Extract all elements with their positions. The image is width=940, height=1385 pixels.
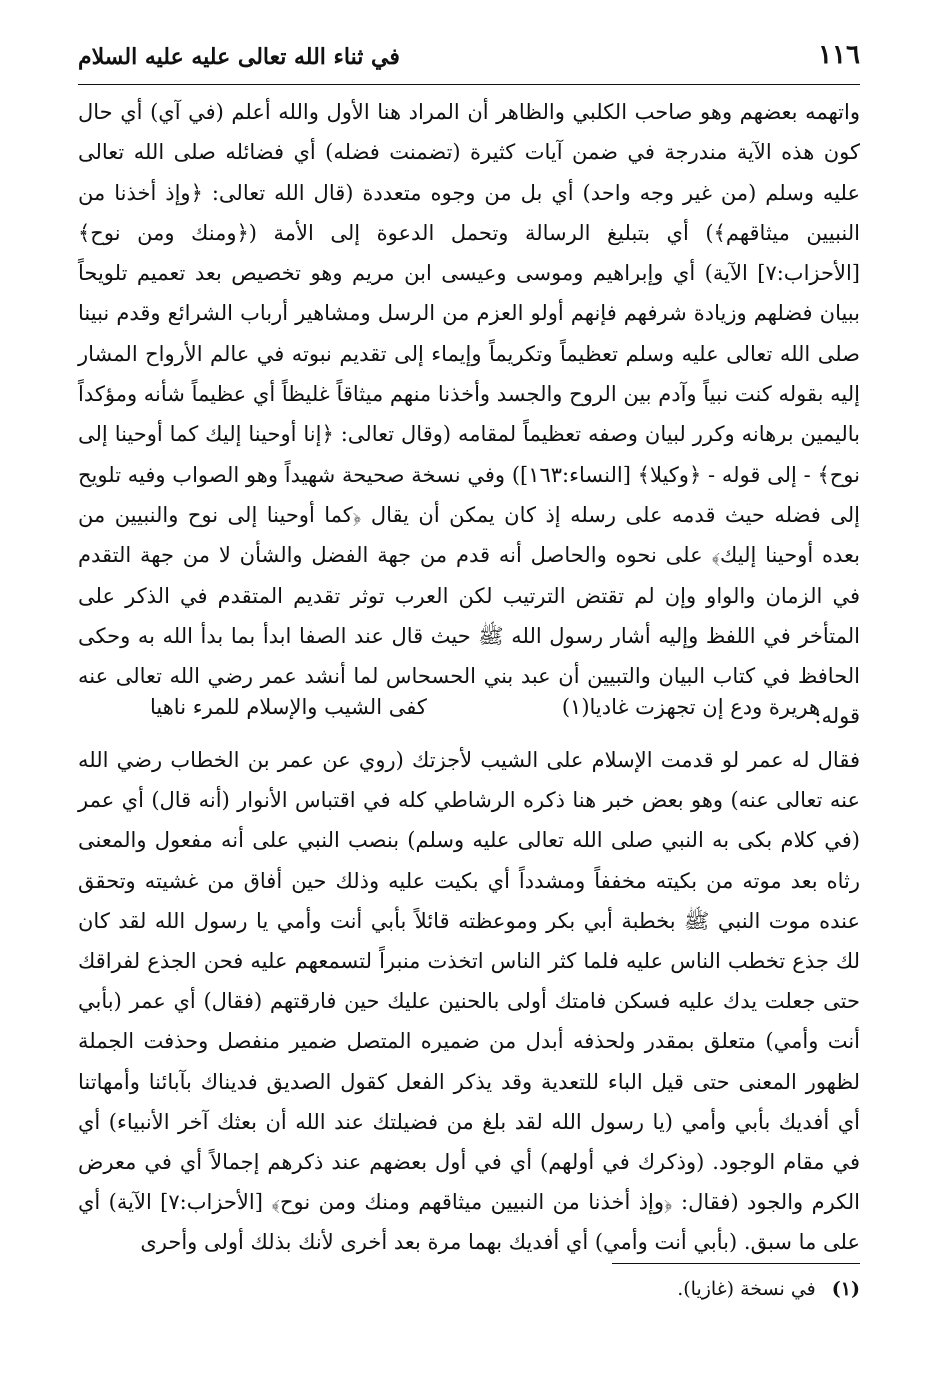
footnote xyxy=(677,1278,860,1300)
footnote-marker: (١) xyxy=(831,1278,860,1300)
page-header xyxy=(78,38,860,85)
poem-first-hemistich: هريرة ودع إن تجهزت غاديا(١) xyxy=(561,695,820,719)
paragraph-1: واتهمه بعضهم وهو صاحب الكلبي والظاهر أن المراد هنا الأول والله أعلم (في آي) أي حال كون هذه الآية مندرجة في ضمن آيات كثيرة (تضمنت فضله) أي فضائله صلى الله تعالى عليه وسلم (من غير وجه واحد) أي بل من وجوه متعددة (قال الله تعالى: ﴿وإذ أخذنا من النبيين ميثاقهم﴾) أي بتبليغ الرسالة وتحمل الدعوة إلى الأمة (﴿ومنك ومن نوح﴾ [الأحزاب:٧] الآية) أي وإبراهيم وموسى وعيسى ابن مريم وهو تخصيص بعد تعميم تلويحاً ببيان فضلهم وزيادة شرفهم فإنهم أولو العزم من الرسل ومشاهير أرباب الشرائع وقدم نبينا صلى الله تعالى عليه وسلم تعظيماً وتكريماً وإيماء إلى تقديم نبوته في عالم الأرواح المشار إليه بقوله كنت نبياً وآدم بين الروح والجسد وأخذنا منهم ميثاقاً غليظاً أي عظيماً شأنه ومؤكداً باليمين برهانه وكرر لبيان وصفه تعظيماً لمقامه (وقال تعالى: ﴿إنا أوحينا إليك كما أوحينا إلى نوح﴾ - إلى قوله - ﴿وكيلا﴾ [النساء:١٦٣]) وفي نسخة صحيحة شهيداً وهو الصواب وفيه تلويح إلى فضله حيث قدمه على رسله إذ كان يمكن أن يقال ﴿كما أوحينا إلى نوح والنبيين من بعده أوحينا إليك﴾ على نحوه والحاصل أنه قدم من جهة الفضل والشأن لا من جهة التقدم في الزمان والواو وإن لم تقتض الترتيب لكن العرب توثر تقديم المتقدم في الذكر على المتأخر في اللفظ وإليه أشار رسول الله ﷺ حيث قال عند الصفا ابدأ بما بدأ الله به وحكى الحافظ في كتاب البيان والتبيين أن عبد بني الحسحاس لما أنشد عمر رضي الله تعالى عنه قوله: xyxy=(78,100,860,729)
running-title: في ثناء الله تعالى عليه عليه السلام xyxy=(78,44,400,70)
page-number: ١١٦ xyxy=(818,40,860,70)
main-text-block-2 xyxy=(78,740,860,1263)
main-text-block xyxy=(78,92,860,737)
footnote-divider xyxy=(612,1263,860,1264)
poem-verse xyxy=(150,695,820,735)
poem-second-hemistich: كفى الشيب والإسلام للمرء ناهيا xyxy=(150,695,427,719)
footnote-text: في نسخة (غازيا). xyxy=(677,1278,816,1300)
paragraph-2: فقال له عمر لو قدمت الإسلام على الشيب لأجزتك (روي عن عمر بن الخطاب رضي الله عنه تعالى عنه) وهو بعض خبر هنا ذكره الرشاطي كله في اقتباس الأنوار (أنه قال) أي عمر (في كلام بكى به النبي صلى الله تعالى عليه وسلم) بنصب النبي على أنه مفعول والمعنى رثاه بعد موته من بكيته مخففاً ومشدداً أي بكيت عليه وذلك حين أفاق من غشيته وتحقق عنده موت النبي ﷺ بخطبة أبي بكر وموعظته قائلاً بأبي أنت وأمي يا رسول الله لقد كان لك جذع تخطب الناس عليه فلما كثر الناس اتخذت منبراً لتسمعهم عليه فحن الجذع لفراقك حتى جعلت يدك عليه فسكن فامتك أولى بالحنين عليك حين فارقتهم (فقال) أي عمر (بأبي أنت وأمي) متعلق بمقدر ولحذفه أبدل من ضميره المتصل ضمير منفصل وحذفت الجملة لظهور المعنى حتى قيل الباء للتعدية وقد يذكر الفعل كقول الصديق فديناك بآبائنا وأمهاتنا أي أفديك بأبي وأمي (يا رسول الله لقد بلغ من فضيلتك عند الله أن بعثك آخر الأنبياء) أي في مقام الوجود. (وذكرك في أولهم) أي في أول بعضهم عند ذكرهم إجمالاً أي في معرض الكرم والجود (فقال: ﴿وإذ أخذنا من النبيين ميثاقهم ومنك ومن نوح﴾ [الأحزاب:٧] الآية) أي على ما سبق. (بأبي أنت وأمي) أي أفديك بهما مرة بعد أخرى لأنك بذلك أولى وأحرى xyxy=(78,748,860,1255)
